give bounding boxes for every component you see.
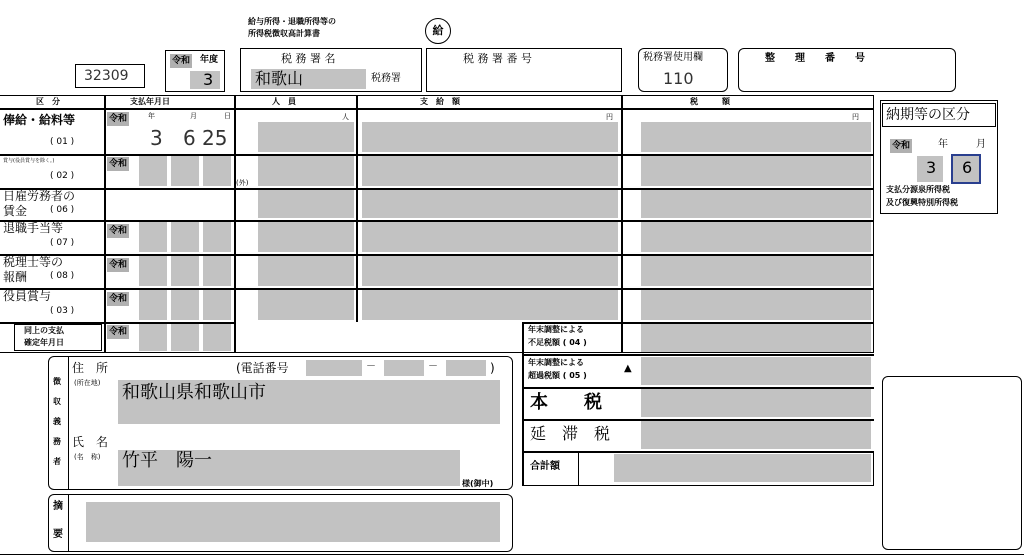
honorific: 様(御中) (462, 479, 494, 488)
row-salary-code: ( 01 ) (50, 137, 75, 147)
row-officer-bonus-label: 役員賞与 (3, 289, 52, 303)
period-note1: 支払分源泉所得税 (886, 185, 950, 194)
tax-office-box (240, 48, 422, 92)
row-salary-label: 俸給・給料等 (3, 113, 76, 127)
office-use-value: 110 (663, 69, 694, 88)
excess-value[interactable] (641, 357, 871, 385)
phone-part3[interactable] (446, 360, 486, 376)
year-label: 年度 (200, 55, 219, 65)
tax-office-number-label: 税 務 署 番 号 (463, 52, 532, 65)
phone-label: (電話番号 (236, 361, 289, 375)
col-persons-header: 人 員 (272, 97, 296, 106)
col-tax-header: 税 額 (690, 97, 730, 106)
row-salary-tax[interactable] (641, 122, 871, 152)
shortage-label: 年末調整による (528, 325, 584, 334)
row-taxaccountant-label: 税理士等の (3, 255, 64, 269)
name-value[interactable]: 竹平 陽一 (122, 450, 212, 471)
row-daywage-label: 日雇労務者の (3, 189, 76, 203)
form-title-line1: 給与所得・退職所得等の (248, 17, 336, 26)
office-use-box (638, 48, 728, 92)
phone-part2[interactable] (384, 360, 424, 376)
main-tax-label: 本 税 (530, 392, 602, 413)
remarks-field[interactable] (86, 502, 500, 542)
row-salary-year[interactable]: 3 (150, 126, 163, 150)
reference-number-box (738, 48, 956, 92)
row-salary-day[interactable]: 25 (202, 126, 228, 150)
tax-office-number-box (426, 48, 622, 92)
period-note2: 及び復興特別所得税 (886, 198, 958, 207)
row-salary-era: 令和 (109, 114, 128, 124)
address-value[interactable]: 和歌山県和歌山市 (122, 382, 266, 403)
name-label: 氏 名 (72, 435, 109, 449)
address-label: 住 所 (72, 361, 109, 375)
period-era: 令和 (892, 141, 911, 151)
col-paydate-header: 支払年月日 (130, 97, 170, 106)
col-payment-header: 支 給 額 (420, 97, 460, 106)
era-tag: 令和 (172, 56, 191, 66)
main-tax-value[interactable] (641, 389, 871, 417)
delinquent-tax-value[interactable] (641, 421, 871, 449)
office-use-label: 税務署使用欄 (643, 52, 703, 63)
phone-part1[interactable] (306, 360, 362, 376)
code-value: 32309 (84, 68, 129, 84)
row-bonus-label: 賞与(役員賞与を除く。) (3, 158, 55, 164)
fiscal-year-box (165, 50, 225, 92)
form-type-mark: 給 (425, 18, 451, 44)
delinquent-tax-label: 延 滞 税 (530, 424, 611, 443)
total-value[interactable] (614, 454, 871, 482)
shortage-value[interactable] (641, 324, 871, 352)
reference-number-label: 整 理 番 号 (765, 53, 865, 64)
row-confirm-date-label: 同上の支払 (24, 326, 64, 335)
receipt-stamp-box (882, 376, 1022, 550)
row-retirement-label: 退職手当等 (3, 221, 64, 235)
row-salary-month[interactable]: 6 (183, 126, 196, 150)
form-title-line2: 所得税徴収高計算書 (248, 29, 320, 38)
tax-office-name[interactable]: 和歌山 (255, 69, 304, 88)
row-salary-persons[interactable] (258, 122, 354, 152)
triangle-mark: ▲ (624, 363, 632, 374)
code-box (75, 64, 145, 88)
tax-office-suffix: 税務署 (371, 73, 401, 84)
period-month-value[interactable]: 6 (962, 158, 973, 177)
col-category-header: 区 分 (36, 97, 60, 106)
total-label: 合計額 (530, 461, 560, 472)
period-title: 納期等の区分 (886, 107, 970, 123)
excess-label: 年末調整による (528, 358, 584, 367)
fiscal-year-value[interactable]: 3 (203, 70, 214, 89)
row-salary-payment[interactable] (362, 122, 618, 152)
row-bonus-code: ( 02 ) (50, 171, 75, 181)
tax-office-header: 税 務 署 名 (281, 52, 336, 65)
period-year-value[interactable]: 3 (926, 158, 937, 177)
ref-mark: (外) (236, 179, 249, 187)
